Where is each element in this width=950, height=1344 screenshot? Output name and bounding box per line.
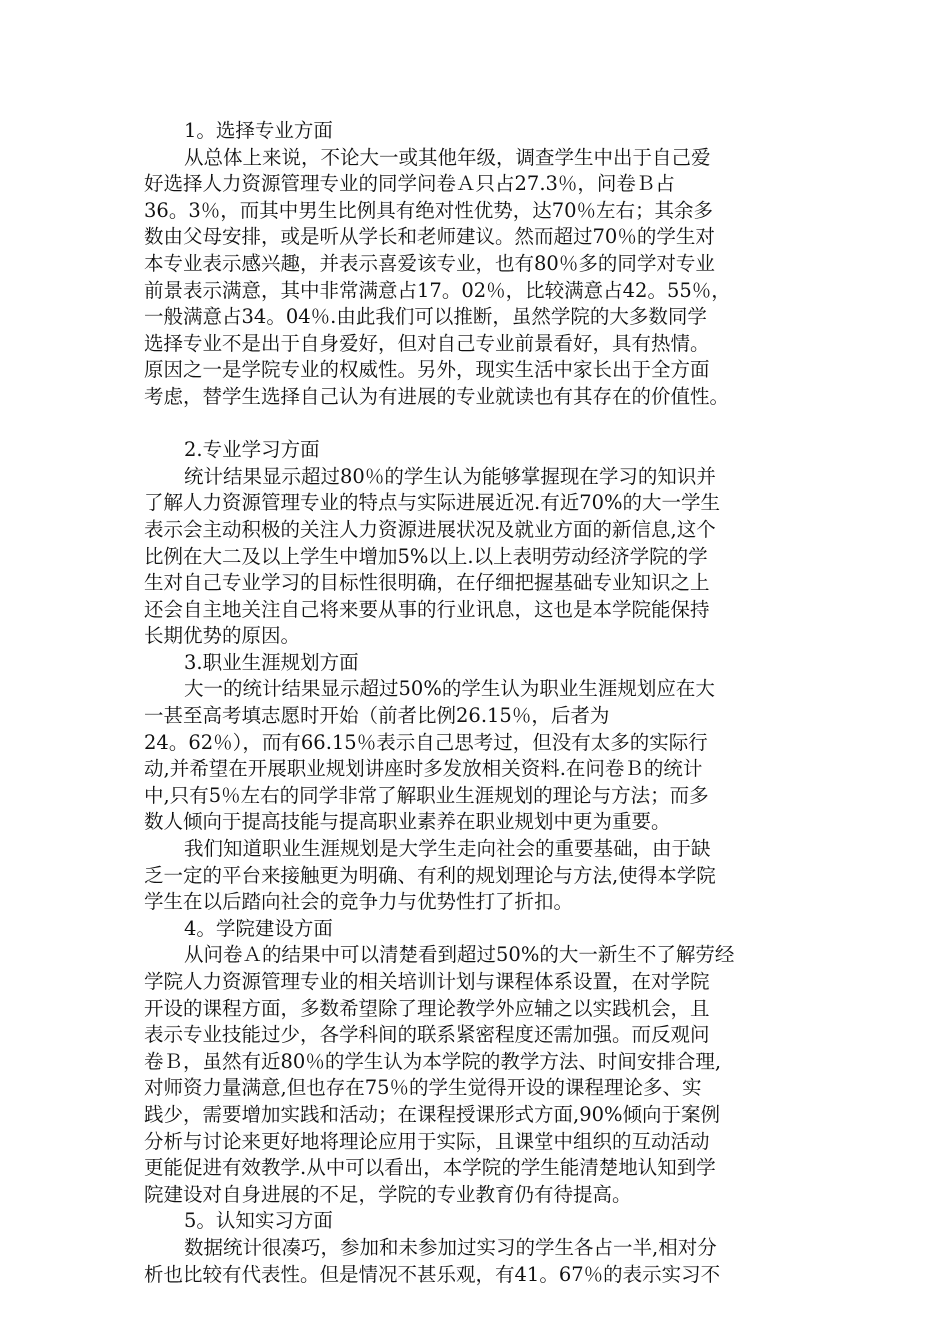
paragraph-line: 数据统计很凑巧，参加和未参加过实习的学生各占一半,相对分 xyxy=(184,1235,717,1259)
paragraph-line: 乏一定的平台来接触更为明确、有利的规划理论与方法,使得本学院 xyxy=(144,863,716,887)
section-heading: 5。认知实习方面 xyxy=(184,1209,333,1233)
section-4 xyxy=(144,916,806,1209)
section-5 xyxy=(144,1208,806,1288)
paragraph-line: 24。62％），而有66.15％表示自己思考过，但没有太多的实际行 xyxy=(144,730,708,754)
paragraph-line: 学生在以后踏向社会的竞争力与优势性打了折扣。 xyxy=(144,890,574,914)
paragraph-line: 学院人力资源管理专业的相关培训计划与课程体系设置，在对学院 xyxy=(144,970,710,993)
paragraph-line: 从问卷Ａ的结果中可以清楚看到超过50%的大一新生不了解劳经 xyxy=(184,943,735,967)
paragraph-line: 选择专业不是出于自身爱好，但对自己专业前景看好，具有热情。 xyxy=(144,331,710,355)
paragraph-line: 长期优势的原因。 xyxy=(144,624,301,648)
paragraph-line: 对师资力量满意,但也存在75％的学生觉得开设的课程理论多、实 xyxy=(144,1076,702,1100)
section-2 xyxy=(144,437,806,650)
paragraph-line: 开设的课程方面，多数希望除了理论教学外应辅之以实践机会，且 xyxy=(144,996,710,1020)
paragraph-line: 动,并希望在开展职业规划讲座时多发放相关资料.在问卷Ｂ的统计 xyxy=(144,757,703,781)
paragraph-line: 中,只有5％左右的同学非常了解职业生涯规划的理论与方法；而多 xyxy=(144,783,709,807)
paragraph-line: 36。3％，而其中男生比例具有绝对性优势，达70％左右；其余多 xyxy=(144,198,714,222)
paragraph-line: 分析与讨论来更好地将理论应用于实际，且课堂中组织的互动活动 xyxy=(144,1129,710,1153)
paragraph-line: 一甚至高考填志愿时开始（前者比例26.15％，后者为 xyxy=(144,704,610,728)
paragraph-line: 本专业表示感兴趣，并表示喜爱该专业，也有80％多的同学对专业 xyxy=(144,251,715,275)
section-1 xyxy=(144,118,806,411)
paragraph-line: 比例在大二及以上学生中增加5%以上.以上表明劳动经济学院的学 xyxy=(144,544,708,568)
paragraph-gap xyxy=(144,411,806,438)
paragraph-line: 数人倾向于提高技能与提高职业素养在职业规划中更为重要。 xyxy=(144,810,671,834)
section-heading: 1。选择专业方面 xyxy=(184,119,333,142)
paragraph-line: 好选择人力资源管理专业的同学问卷Ａ只占27.3％，问卷Ｂ占 xyxy=(144,172,675,196)
paragraph-line: 了解人力资源管理专业的特点与实际进展近况.有近70%的大一学生 xyxy=(144,491,721,515)
paragraph-line: 践少，需要增加实践和活动；在课程授课形式方面,90%倾向于案例 xyxy=(144,1102,721,1126)
section-3 xyxy=(144,650,806,916)
document-body xyxy=(144,118,806,1288)
paragraph-line: 前景表示满意，其中非常满意占17。02％，比较满意占42。55％， xyxy=(144,278,731,302)
paragraph-line: 大一的统计结果显示超过50%的学生认为职业生涯规划应在大 xyxy=(184,677,715,701)
paragraph-line: 一般满意占34。04％.由此我们可以推断，虽然学院的大多数同学 xyxy=(144,305,707,329)
paragraph-line: 析也比较有代表性。但是情况不甚乐观，有41。67％的表示实习不 xyxy=(144,1262,721,1286)
paragraph-line: 表示会主动积极的关注人力资源进展状况及就业方面的新信息,这个 xyxy=(144,517,716,541)
paragraph-line: 统计结果显示超过80％的学生认为能够掌握现在学习的知识并 xyxy=(184,464,716,488)
paragraph-line: 数由父母安排，或是听从学长和老师建议。然而超过70％的学生对 xyxy=(144,225,715,249)
section-heading: 3.职业生涯规划方面 xyxy=(184,650,359,674)
paragraph-line: 考虑，替学生选择自己认为有进展的专业就读也有其存在的价值性。 xyxy=(144,384,730,408)
paragraph-line: 还会自主地关注自己将来要从事的行业讯息，这也是本学院能保持 xyxy=(144,597,710,621)
section-heading: 2.专业学习方面 xyxy=(184,438,320,462)
section-heading: 4。学院建设方面 xyxy=(184,916,333,940)
paragraph-line: 更能促进有效教学.从中可以看出，本学院的学生能清楚地认知到学 xyxy=(144,1156,716,1180)
paragraph-line: 卷Ｂ，虽然有近80％的学生认为本学院的教学方法、时间安排合理, xyxy=(144,1049,722,1073)
paragraph-line: 生对自己专业学习的目标性很明确，在仔细把握基础专业知识之上 xyxy=(144,571,710,595)
paragraph-line: 原因之一是学院专业的权威性。另外，现实生活中家长出于全方面 xyxy=(144,358,710,382)
paragraph-line: 院建设对自身进展的不足，学院的专业教育仍有待提高。 xyxy=(144,1182,632,1206)
paragraph-line: 从总体上来说，不论大一或其他年级，调查学生中出于自己爱 xyxy=(184,145,711,169)
paragraph-line: 表示专业技能过少，各学科间的联系紧密程度还需加强。而反观问 xyxy=(144,1023,710,1047)
paragraph-line: 我们知道职业生涯规划是大学生走向社会的重要基础，由于缺 xyxy=(184,837,711,861)
